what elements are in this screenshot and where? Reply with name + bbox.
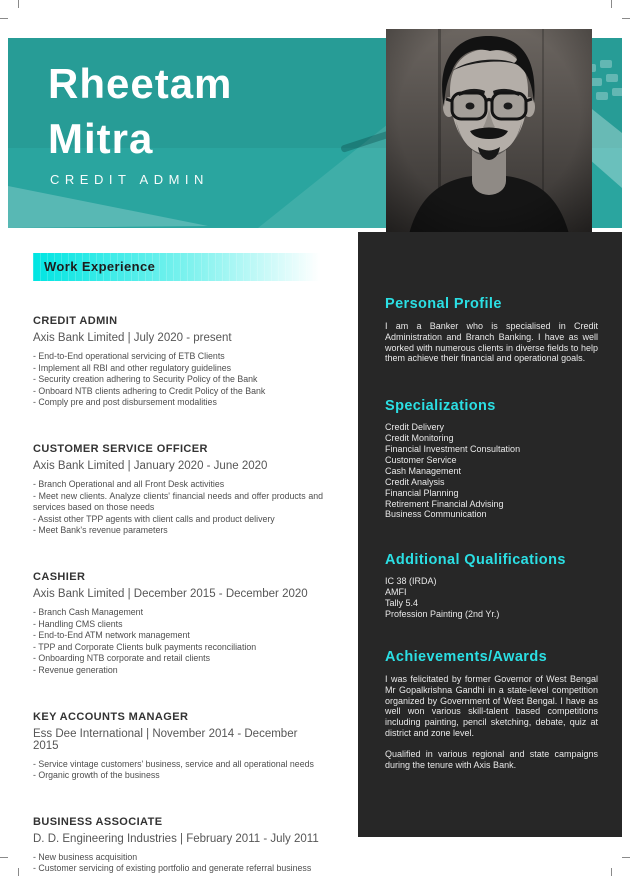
list-item: Business Communication (385, 509, 487, 520)
job-bullet-list (33, 852, 323, 875)
job-bullet: - Handling CMS clients (33, 618, 123, 629)
job-company-dates: Axis Bank Limited | January 2020 - June 2020 (33, 459, 268, 472)
job-company-dates: D. D. Engineering Industries | February 2011 - July 2011 (33, 832, 319, 845)
job-title: CREDIT ADMIN (33, 315, 118, 327)
job-bullet: - Onboarding NTB corporate and retail clients (33, 653, 211, 664)
job-entry (33, 443, 323, 537)
crop-mark (622, 18, 630, 19)
specializations-list (385, 422, 598, 520)
job-bullet: - Meet new clients. Analyze clients' financial needs and offer products and services based on those needs (33, 490, 323, 513)
job-company-dates: Axis Bank Limited | July 2020 - present (33, 332, 232, 344)
list-item: Credit Monitoring (385, 433, 454, 444)
job-bullet: - Customer servicing of existing portfolio and generate referral business (33, 863, 312, 874)
list-item: Credit Analysis (385, 476, 445, 487)
list-item: Cash Management (385, 465, 462, 476)
list-item: AMFI (385, 587, 407, 598)
section-specializations (385, 398, 598, 520)
job-title: KEY ACCOUNTS MANAGER (33, 710, 189, 723)
job-bullet: - Organic growth of the business (33, 770, 160, 781)
section-personal-profile (385, 296, 598, 364)
crop-mark (0, 857, 8, 858)
list-item: Customer Service (385, 454, 457, 465)
crop-mark (0, 18, 8, 19)
job-company-dates: Axis Bank Limited | December 2015 - December 2020 (33, 587, 308, 600)
job-bullet: - Revenue generation (33, 664, 118, 675)
job-bullet-list (33, 351, 323, 409)
job-entry (33, 816, 323, 875)
portrait-art (386, 29, 592, 238)
specializations-heading: Specializations (385, 398, 496, 415)
crop-mark (18, 868, 19, 876)
job-bullet: - Onboard NTB clients adhering to Credit Policy of the Bank (33, 385, 266, 396)
job-title: CUSTOMER SERVICE OFFICER (33, 442, 208, 455)
person-name (48, 56, 232, 166)
personal-profile-text: I am a Banker who is specialised in Credit Administration and Branch Banking. I have as well worked with numerous clients in diverse fields to help them achieve their financial and operational goals. (385, 321, 598, 364)
list-item: Financial Investment Consultation (385, 444, 521, 454)
job-bullet: - Branch Operational and all Front Desk activities (33, 478, 225, 489)
job-title: BUSINESS ASSOCIATE (33, 815, 163, 828)
job-entry (33, 711, 323, 782)
profile-photo (386, 29, 592, 238)
job-bullet: - Meet Bank's revenue parameters (33, 525, 168, 536)
crop-mark (611, 0, 612, 8)
job-bullet: - Implement all RBI and other regulatory guidelines (33, 362, 232, 373)
list-item: Credit Delivery (385, 422, 445, 433)
job-bullet: - Security creation adhering to Security Policy of the Bank (33, 374, 258, 385)
person-name-line2: Mitra (48, 115, 154, 162)
job-entry (33, 315, 323, 409)
job-bullet: - Branch Cash Management (33, 606, 144, 617)
personal-profile-heading: Personal Profile (385, 296, 502, 312)
person-role: CREDIT ADMIN (50, 172, 209, 187)
job-bullet: - End-to-End ATM network management (33, 630, 190, 641)
achievements-heading: Achievements/Awards (385, 648, 548, 665)
crop-mark (611, 868, 612, 876)
work-experience-header: Work Experience (33, 253, 320, 281)
list-item: Retirement Financial Advising (385, 498, 504, 509)
additional-qualifications-heading: Additional Qualifications (385, 552, 566, 569)
job-bullet: - Assist other TPP agents with client calls and product delivery (33, 513, 275, 524)
achievements-paragraph-1: I was felicitated by former Governor of West Bengal Mr Gopalkrishna Gandhi in a state-level competition organized by Government of West Bengal. I have as well won various skill-talent based competitions including painting, pencil sketching, debate, quiz at district and zone level. (385, 673, 598, 738)
job-bullet: - Comply pre and post disbursement modalities (33, 397, 217, 408)
right-sidebar (358, 232, 622, 837)
job-bullet: - TPP and Corporate Clients bulk payments reconciliation (33, 641, 257, 652)
job-company-dates: Ess Dee International | November 2014 - December 2015 (33, 727, 298, 752)
job-bullet: - New business acquisition (33, 851, 138, 862)
work-experience-column (33, 253, 323, 875)
job-bullet: - Service vintage customers' business, service and all operational needs (33, 758, 314, 769)
job-bullet: - End-to-End operational servicing of ETB Clients (33, 351, 225, 361)
job-title: CASHIER (33, 570, 86, 583)
job-bullet-list (33, 759, 323, 782)
list-item: Profession Painting (2nd Yr.) (385, 609, 500, 620)
person-name-line1: Rheetam (48, 60, 233, 107)
list-item: Tally 5.4 (385, 598, 419, 609)
list-item: IC 38 (IRDA) (385, 576, 437, 587)
job-entry (33, 571, 323, 677)
section-achievements-awards (385, 649, 598, 770)
section-additional-qualifications (385, 552, 598, 620)
list-item: Financial Planning (385, 487, 459, 498)
job-bullet-list (33, 479, 323, 537)
achievements-paragraph-2: Qualified in various regional and state campaigns during the tenure with Axis Bank. (385, 748, 598, 770)
crop-mark (622, 857, 630, 858)
qualifications-list (385, 576, 598, 620)
job-bullet-list (33, 607, 323, 677)
crop-mark (18, 0, 19, 8)
